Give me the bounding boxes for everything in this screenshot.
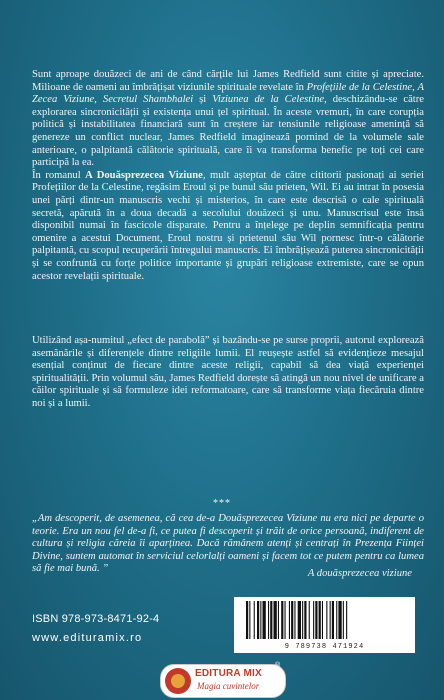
barcode-bar bbox=[249, 601, 250, 639]
barcode-bar bbox=[294, 601, 295, 639]
description-paragraph-3: Utilizând așa-numitul „efect de parabolă” și bazându-se pe surse proprii, autorul explorează asemănările și diferențele dintre religiile lumii. El reușește astfel să evidențieze mesajul esențial conținut de fiecare dintre aceste religii, capabil să dea viață experienței spiritualității. Prin volumul său, James Redfield dorește să atingă un nou nivel de unificare a căilor spirituale și să formuleze idei reformatoare, care să transforme viața fiecăruia dintre noi și a lumii. bbox=[32, 335, 424, 409]
barcode-bar bbox=[304, 601, 306, 639]
barcode-bar bbox=[257, 601, 259, 639]
publisher-logo bbox=[160, 664, 286, 698]
separator: *** bbox=[213, 498, 231, 509]
registered-mark: ® bbox=[275, 662, 281, 669]
barcode-bar bbox=[274, 601, 277, 639]
publisher-name: EDITURA MIX bbox=[195, 668, 262, 679]
barcode-bar bbox=[285, 601, 286, 639]
barcode-bar bbox=[338, 601, 341, 639]
barcode-bar bbox=[330, 601, 331, 639]
barcode-bar bbox=[278, 601, 279, 639]
book-quote: „Am descoperit, de asemenea, că cea de-a Douăsprezecea Viziune nu era nici pe departe o teorie. Era un nou fel de-a fi, ce putea fi descoperit și trăit de orice persoană, indiferent de cultura și religia căreia îi aparținea. Dacă rămânem atenți și centrați în Prezența Ființei Divine, suntem automat în serviciul celorlalți oameni și facem tot ce putem pentru ca lumea să fie mai bună. ” bbox=[32, 513, 424, 575]
barcode-bar bbox=[322, 601, 323, 639]
barcode-bar bbox=[289, 601, 290, 639]
quote-attribution: A douăsprezecea viziune bbox=[307, 568, 412, 579]
barcode-bar bbox=[281, 601, 283, 639]
publisher-tagline: Magia cuvintelor bbox=[197, 681, 260, 691]
barcode-bar bbox=[260, 601, 261, 639]
book-description bbox=[32, 69, 424, 283]
barcode-bar bbox=[346, 601, 347, 639]
barcode-bar bbox=[343, 601, 344, 639]
description-paragraph-2: În romanul A Douăsprezecea Viziune, mult așteptat de către cititorii pasionați ai seriei Profețiilor de la Celestine, regăsim Eroul și pe bunul său prieten, Wil. Ei au intrat în posesia unei părți dintr-un manuscris vechi și misterios, în care este descrisă o cale spirituală secretă, apărută în a doua decadă a secolului douăzeci și unu. Manuscrisul este însă disponibil numai în fascicole disparate. Pentru a înțelege pe deplin semnificația pentru omenire a acestui Document, Eroul nostru și prietenul său Wil pornesc într-o călătorie palpitantă, cu scopul recuperării întregului manuscris. Ei îmbrățișează puterea sincronicității și se confruntă cu forțe politice importante și grupări religioase extremiste, care se opun acestor revelații spirituale. bbox=[32, 169, 424, 282]
barcode-bar bbox=[326, 601, 327, 639]
book-description-continued bbox=[32, 335, 424, 411]
barcode-bar bbox=[298, 601, 301, 639]
barcode-bar bbox=[268, 601, 269, 639]
barcode-bar bbox=[336, 601, 337, 639]
barcode-bar bbox=[291, 601, 293, 639]
description-paragraph-1: Sunt aproape douăzeci de ani de când cărțile lui James Redfield sunt citite și apreciate. Milioane de oameni au îmbrățișat viziunile spirituale revelate în Profețiile de la Celestine, A Zecea Viziune, Secretul Shambhalei și Viziunea de la Celestine, deschizându-se către explorarea sincronicității și existența unui țel spiritual. În aceste vremuri, în care corupția politică și instabilitatea financiară sunt în creștere iar tensiunile religioase amenință să genereze un conflict nuclear, James Redfield imaginează pornind de la volumele sale anterioare, o palpitantă călătorie spirituală, care îi va transforma benefic pe toți cei care participă la ea. bbox=[32, 69, 424, 169]
barcode-bar bbox=[254, 601, 255, 639]
barcode-bar bbox=[332, 601, 334, 639]
publisher-emblem-icon bbox=[165, 668, 191, 694]
barcode-bar bbox=[319, 601, 321, 639]
publisher-website: www.edituramix.ro bbox=[32, 632, 143, 644]
isbn-label: ISBN 978-973-8471-92-4 bbox=[32, 613, 160, 625]
barcode-bar bbox=[309, 601, 310, 639]
barcode-bar bbox=[313, 601, 314, 639]
barcode-bar bbox=[246, 601, 248, 639]
barcode-bar bbox=[270, 601, 272, 639]
barcode-bar bbox=[263, 601, 266, 639]
barcode-bar bbox=[302, 601, 303, 639]
barcode-bar bbox=[315, 601, 317, 639]
barcode-digits: 9 789738 471924 bbox=[284, 643, 365, 651]
